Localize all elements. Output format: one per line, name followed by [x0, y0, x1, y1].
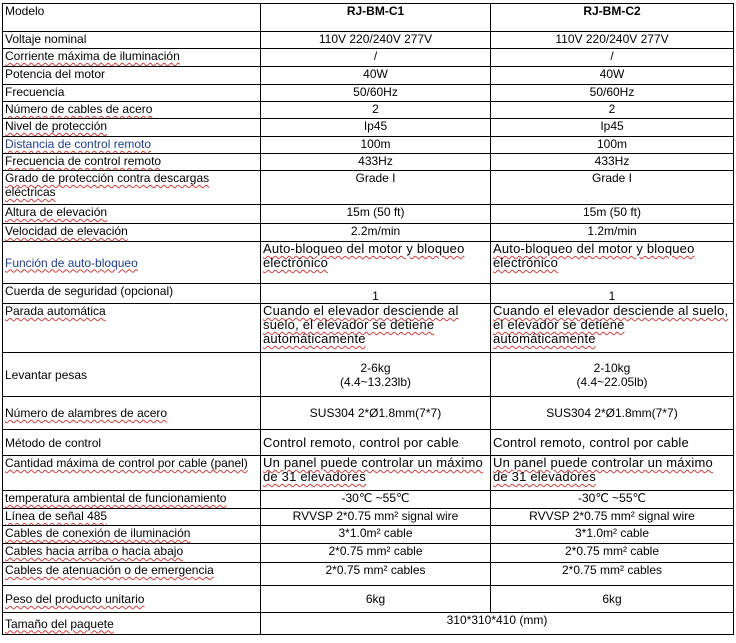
header-model-1: RJ-BM-C1: [261, 4, 491, 32]
table-row: [3, 397, 734, 430]
row-value-1: 3*1.0m² cable: [261, 526, 491, 544]
table-row: [3, 154, 734, 171]
row-value-1: 6kg: [261, 586, 491, 613]
table-row: [3, 49, 734, 67]
row-value-2: Un panel puede controlar un máximo de 31 elevadores: [491, 456, 734, 491]
row-value-2: 110V 220/240V 277V: [491, 32, 734, 49]
row-label: Nivel de protección: [3, 119, 261, 137]
row-value-1: Ip45: [261, 119, 491, 137]
row-value-2: 3*1.0m² cable: [491, 526, 734, 544]
row-value-2: [491, 353, 734, 397]
row-value-1: [261, 353, 491, 397]
header-row: [3, 4, 734, 32]
row-value-2: SUS304 2*Ø1.8mm(7*7): [491, 397, 734, 430]
header-model-2: RJ-BM-C2: [491, 4, 734, 32]
row-value-1: 2*0.75 mm² cable: [261, 544, 491, 563]
row-label: Cuerda de seguridad (opcional): [3, 284, 261, 304]
row-value-1: Control remoto, control por cable: [261, 430, 491, 456]
table-row: [3, 171, 734, 205]
weight-range: 2-6kg: [360, 360, 391, 375]
table-row: [3, 102, 734, 119]
row-label: Número de alambres de acero: [3, 397, 261, 430]
row-label: Función de auto-bloqueo: [3, 242, 261, 284]
row-value-2: Grade I: [491, 171, 734, 205]
row-value-2: 15m (50 ft): [491, 205, 734, 224]
table-row: [3, 85, 734, 102]
row-value-2: /: [491, 49, 734, 67]
row-label: Cables de atenuación o de emergencia: [3, 563, 261, 586]
row-label: Corriente máxima de iluminación: [3, 49, 261, 67]
table-row: [3, 32, 734, 49]
row-value-1: /: [261, 49, 491, 67]
row-value-merged: [261, 613, 734, 635]
table-row: [3, 586, 734, 613]
table-row: [3, 137, 734, 154]
table-row: [3, 544, 734, 563]
table-row: [3, 456, 734, 491]
row-value-1: 2.2m/min: [261, 224, 491, 242]
table-row: [3, 563, 734, 586]
row-label: Peso del producto unitario: [3, 586, 261, 613]
row-label: Frecuencia de control remoto: [3, 154, 261, 171]
row-value-1: RVVSP 2*0.75 mm² signal wire: [261, 509, 491, 526]
table-row: [3, 304, 734, 353]
table-row: [3, 613, 734, 635]
row-value-2: 6kg: [491, 586, 734, 613]
row-value-1: Grade I: [261, 171, 491, 205]
row-value-1: SUS304 2*Ø1.8mm(7*7): [261, 397, 491, 430]
table-row: [3, 526, 734, 544]
row-value-2: 50/60Hz: [491, 85, 734, 102]
row-value-2: Ip45: [491, 119, 734, 137]
table-row: [3, 119, 734, 137]
row-label: Levantar pesas: [3, 353, 261, 397]
table-row: [3, 224, 734, 242]
row-value-2: -30℃ ~55℃: [491, 491, 734, 509]
row-label: Parada automática: [3, 304, 261, 353]
row-value-1: Cuando el elevador desciende al suelo, el elevador se detiene automáticamente: [261, 304, 491, 353]
row-value-1: 50/60Hz: [261, 85, 491, 102]
table-row: [3, 491, 734, 509]
row-value-1: 2*0.75 mm² cables: [261, 563, 491, 586]
row-value-1: -30℃ ~55℃: [261, 491, 491, 509]
row-value-1: 15m (50 ft): [261, 205, 491, 224]
row-value-1: 110V 220/240V 277V: [261, 32, 491, 49]
spec-table: [2, 3, 734, 635]
row-value-2: RVVSP 2*0.75 mm² signal wire: [491, 509, 734, 526]
row-label: Cables de conexión de iluminación: [3, 526, 261, 544]
row-value-2: 433Hz: [491, 154, 734, 171]
row-label: Tamaño del paquete: [3, 613, 261, 635]
row-value-2: 1: [491, 284, 734, 304]
weight-range-lb: (4.4~22.05lb): [576, 374, 648, 389]
row-value-2: 2*0.75 mm² cable: [491, 544, 734, 563]
package-size: 310*310*410 (mm): [446, 613, 548, 627]
row-value-2: 2*0.75 mm² cables: [491, 563, 734, 586]
row-label: Voltaje nominal: [3, 32, 261, 49]
table-row: [3, 430, 734, 456]
row-value-2: Auto-bloqueo del motor y bloqueo electrónico: [491, 242, 734, 284]
row-label: Cables hacia arriba o hacia abajo: [3, 544, 261, 563]
row-value-2: Control remoto, control por cable: [491, 430, 734, 456]
weight-range-lb: (4.4~13.23lb): [339, 374, 412, 389]
row-value-2: 1.2m/min: [491, 224, 734, 242]
table-row: [3, 67, 734, 85]
row-label: Método de control: [3, 430, 261, 456]
row-value-1: 433Hz: [261, 154, 491, 171]
table-row: [3, 284, 734, 304]
row-label: Cantidad máxima de control por cable (panel): [3, 456, 261, 491]
row-label: Grado de protección contra descargas eléctricas: [3, 171, 261, 205]
header-param: Modelo: [3, 4, 261, 32]
row-label: temperatura ambiental de funcionamiento: [3, 491, 261, 509]
row-value-2: 100m: [491, 137, 734, 154]
row-label: Línea de señal 485: [3, 509, 261, 526]
row-value-1: Un panel puede controlar un máximo de 31 elevadores: [261, 456, 491, 491]
table-row: [3, 205, 734, 224]
row-label: Frecuencia: [3, 85, 261, 102]
row-label: Número de cables de acero: [3, 102, 261, 119]
weight-range: 2-10kg: [593, 360, 631, 375]
row-value-2: 2: [491, 102, 734, 119]
row-value-1: 2: [261, 102, 491, 119]
row-value-1: Auto-bloqueo del motor y bloqueo electrónico: [261, 242, 491, 284]
row-value-2: Cuando el elevador desciende al suelo, el elevador se detiene automáticamente: [491, 304, 734, 353]
row-value-1: 100m: [261, 137, 491, 154]
table-row: [3, 509, 734, 526]
row-value-1: 40W: [261, 67, 491, 85]
row-label: Distancia de control remoto: [3, 137, 261, 154]
table-row: [3, 242, 734, 284]
row-value-2: 40W: [491, 67, 734, 85]
row-label: Altura de elevación: [3, 205, 261, 224]
row-label: Velocidad de elevación: [3, 224, 261, 242]
table-row: [3, 353, 734, 397]
row-value-1: 1: [261, 284, 491, 304]
row-label: Potencia del motor: [3, 67, 261, 85]
